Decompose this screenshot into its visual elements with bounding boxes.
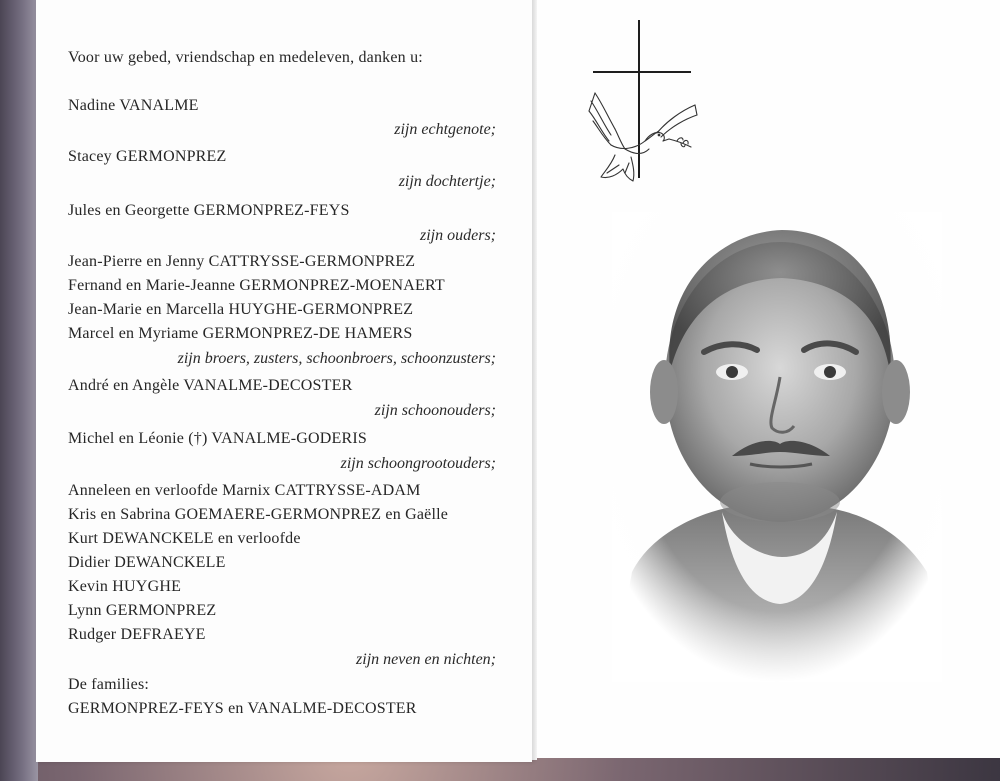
role-line: zijn broers, zusters, schoonbroers, schoonzusters; bbox=[177, 350, 496, 367]
scan-left-edge bbox=[0, 0, 38, 781]
role-line: zijn schoonouders; bbox=[374, 402, 496, 419]
name-line: Michel en Léonie (†) VANALME-GODERIS bbox=[68, 430, 368, 447]
role-line: zijn schoongrootouders; bbox=[340, 455, 496, 472]
name-line: Nadine VANALME bbox=[68, 97, 199, 114]
name-line: Jules en Georgette GERMONPREZ-FEYS bbox=[68, 202, 350, 219]
name-line: Lynn GERMONPREZ bbox=[68, 602, 217, 619]
cross-horizontal-bar bbox=[593, 71, 691, 73]
name-line: Kurt DEWANCKELE en verloofde bbox=[68, 530, 301, 547]
role-line: zijn dochtertje; bbox=[398, 173, 496, 190]
name-line: Didier DEWANCKELE bbox=[68, 554, 226, 571]
name-line: Stacey GERMONPREZ bbox=[68, 148, 227, 165]
role-line: zijn neven en nichten; bbox=[356, 651, 496, 668]
name-line: Fernand en Marie-Jeanne GERMONPREZ-MOENAERT bbox=[68, 277, 445, 294]
portrait-photo bbox=[612, 212, 942, 682]
role-line: zijn echtgenote; bbox=[394, 121, 496, 138]
name-line: Rudger DEFRAEYE bbox=[68, 626, 206, 643]
families-label: De families: bbox=[68, 676, 150, 693]
intro-text: Voor uw gebed, vriendschap en medeleven, danken u: bbox=[68, 49, 423, 66]
name-line: Jean-Pierre en Jenny CATTRYSSE-GERMONPREZ bbox=[68, 253, 416, 270]
families-names: GERMONPREZ-FEYS en VANALME-DECOSTER bbox=[68, 700, 417, 717]
dove-icon bbox=[585, 85, 705, 195]
role-line: zijn ouders; bbox=[420, 227, 496, 244]
name-line: Marcel en Myriame GERMONPREZ-DE HAMERS bbox=[68, 325, 413, 342]
name-line: Kevin HUYGHE bbox=[68, 578, 182, 595]
name-line: André en Angèle VANALME-DECOSTER bbox=[68, 377, 353, 394]
name-line: Kris en Sabrina GOEMAERE-GERMONPREZ en Gaëlle bbox=[68, 506, 449, 523]
name-line: Anneleen en verloofde Marnix CATTRYSSE-ADAM bbox=[68, 482, 421, 499]
name-line: Jean-Marie en Marcella HUYGHE-GERMONPREZ bbox=[68, 301, 414, 318]
